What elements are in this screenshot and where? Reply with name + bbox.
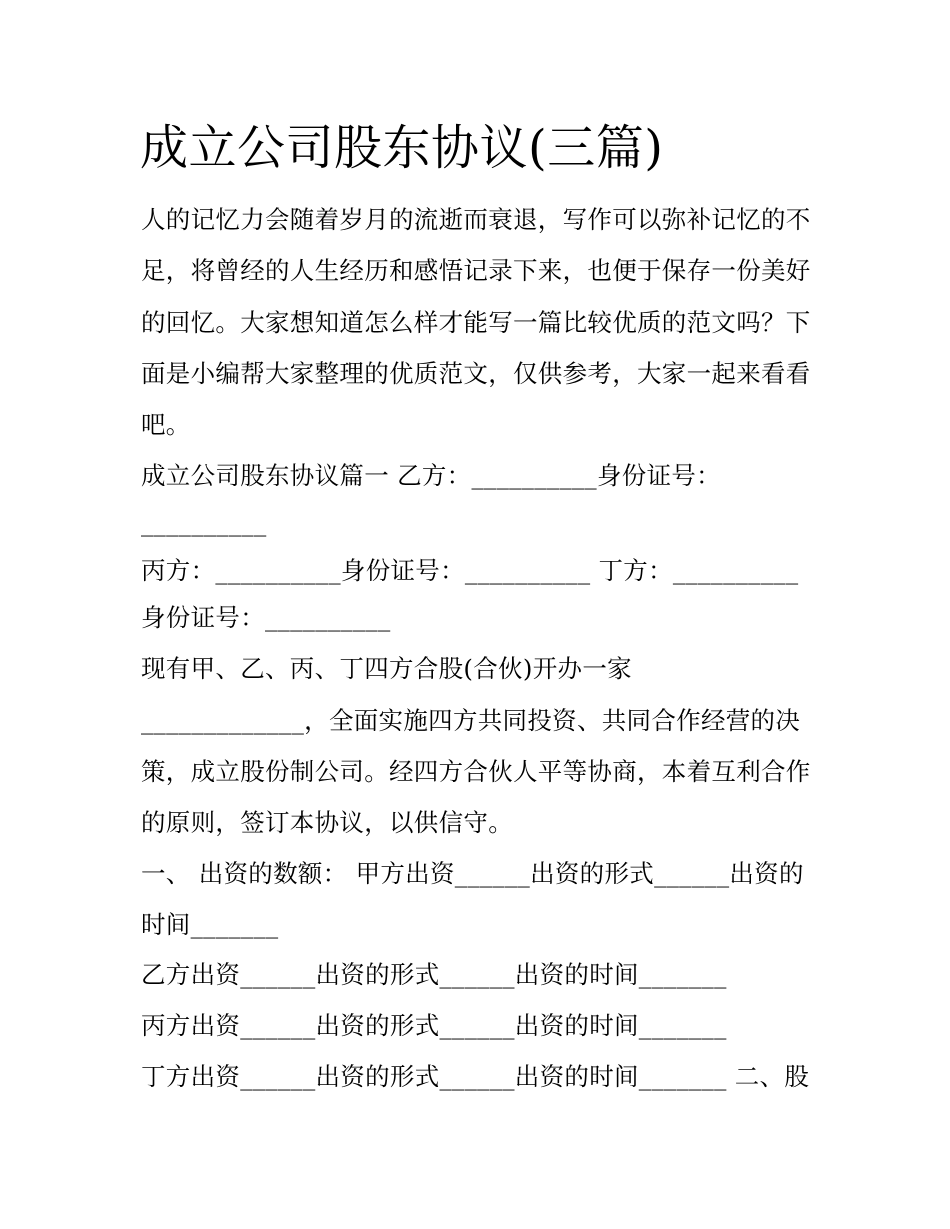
paragraph-line: 时间_______ [141, 910, 279, 939]
paragraph-line: 的回忆。大家想知道怎么样才能写一篇比较优质的范文吗？下 [141, 308, 811, 337]
paragraph-line: 身份证号：__________ [141, 603, 391, 632]
paragraph-line: 丙方出资______出资的形式______出资的时间_______ [141, 1011, 727, 1040]
paragraph-line: 策，成立股份制公司。经四方合伙人平等协商，本着互利合作 [141, 757, 811, 786]
paragraph-line: 乙方出资______出资的形式______出资的时间_______ [141, 960, 727, 989]
paragraph-line: 人的记忆力会随着岁月的流逝而衰退，写作可以弥补记忆的不 [141, 205, 811, 234]
paragraph-line: 面是小编帮大家整理的优质范文，仅供参考，大家一起来看看 [141, 359, 811, 388]
paragraph-line: 现有甲、乙、丙、丁四方合股(合伙)开办一家 [141, 654, 632, 683]
paragraph-line: 的原则，签订本协议，以供信守。 [141, 808, 513, 837]
document-title: 成立公司股东协议(三篇) [140, 120, 664, 176]
paragraph-line: 丁方出资______出资的形式______出资的时间_______ 二、股 [141, 1062, 810, 1091]
paragraph-line: 一、 出资的数额： 甲方出资______出资的形式______出资的 [141, 859, 804, 888]
paragraph-line: 吧。 [141, 410, 191, 439]
paragraph-line: _____________，全面实施四方共同投资、共同合作经营的决 [141, 706, 801, 735]
paragraph-line: 丙方：__________身份证号：__________ 丁方：__________ [141, 556, 799, 585]
paragraph-line: __________ [141, 508, 267, 537]
paragraph-line: 足，将曾经的人生经历和感悟记录下来，也便于保存一份美好 [141, 256, 811, 285]
paragraph-line: 成立公司股东协议篇一 乙方：__________身份证号： [141, 461, 721, 490]
